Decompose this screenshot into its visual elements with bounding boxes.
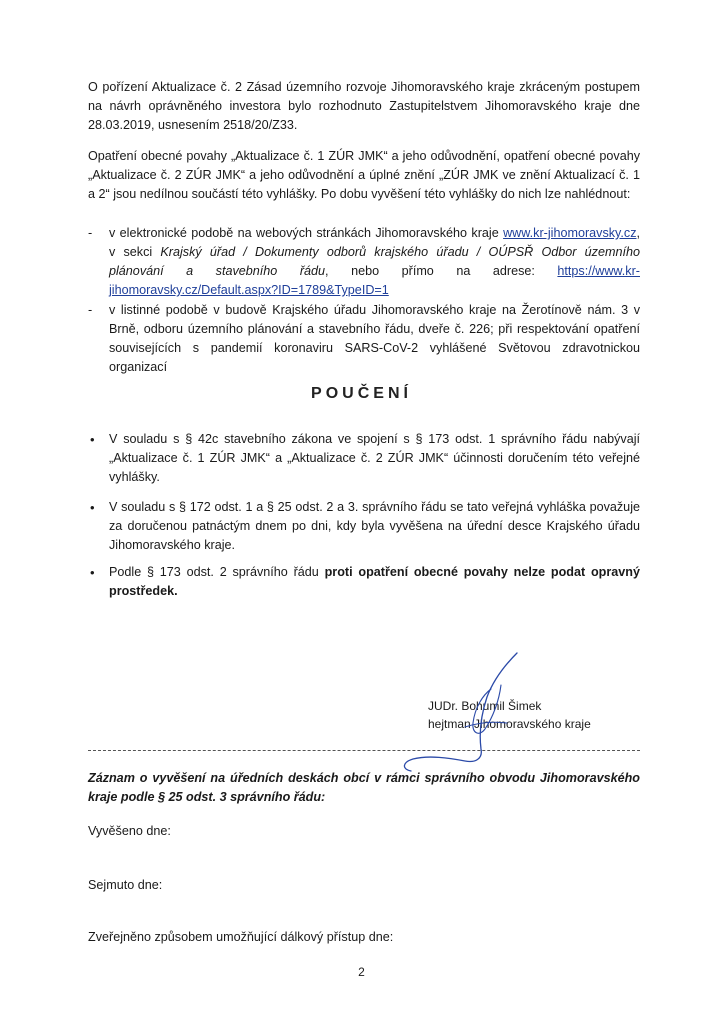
dash-item-text: v elektronické podobě na webových stránkách Jihomoravského kraje www.kr-jihomoravsky.cz, v sekci Krajský úřad / Dokumenty odborů krajského úřadu / OÚPSŘ Odbor územního plánování a stavebního řádu, nebo přímo na adrese: https://www.kr-jihomoravsky.cz/Default.aspx?ID=1789&TypeID=1: [109, 226, 640, 297]
removed-date-field: Sejmuto dne:: [88, 878, 163, 892]
bullet-item-appeal: • Podle § 173 odst. 2 správního řádu proti opatření obecné povahy nelze podat opravný prostředek.: [90, 565, 640, 598]
dash-marker: -: [88, 226, 93, 240]
bullet-icon: •: [90, 500, 95, 515]
bullet-icon: •: [90, 432, 95, 447]
dash-item-paper: [88, 301, 640, 377]
dash-item-text: v listinné podobě v budově Krajského úřadu Jihomoravského kraje na Žerotínově nám. 3 v Brně, odboru územního plánování a stavebního řádu, dveře č. 226; při respektování opatření souvisejících s pandemií koronaviru SARS-CoV-2 vyhlášené Světovou zdravotnickou organizací: [109, 303, 640, 374]
separator-line: [88, 750, 640, 751]
bullet-item-delivery: • V souladu s § 172 odst. 1 a § 25 odst. 2 a 3. správního řádu se tato veřejná vyhláška považuje za doručenou patnáctým dnem po dni, kdy byla vyvěšena na úřední desce Krajského úřadu Jihomoravského kraje.: [90, 500, 640, 552]
signatory-role: hejtman Jihomoravského kraje: [428, 717, 591, 731]
published-date-field: Zveřejněno způsobem umožňující dálkový přístup dne:: [88, 930, 394, 944]
posting-record-heading: Záznam o vyvěšení na úředních deskách obcí v rámci správního obvodu Jihomoravského kraje podle § 25 odst. 3 správního řádu:: [88, 771, 640, 804]
page-number: 2: [358, 965, 365, 979]
signatory-name: JUDr. Bohumil Šimek: [428, 699, 542, 713]
bullet-item-effect: • V souladu s § 42c stavebního zákona ve spojení s § 173 odst. 1 správního řádu nabývají „Aktualizace č. 1 ZÚR JMK“ a „Aktualizace č. 2 ZÚR JMK“ účinnosti doručením této veřejné vyhlášky.: [90, 432, 640, 484]
bullet-icon: •: [90, 565, 95, 580]
intro-paragraph: O pořízení Aktualizace č. 2 Zásad územního rozvoje Jihomoravského kraje zkráceným postupem na návrh oprávněného investora bylo rozhodnuto Zastupitelstvem Jihomoravského kraje dne 28.03.2019, usnesením 2518/20/Z33.: [88, 80, 640, 132]
kraj-website-link[interactable]: www.kr-jihomoravsky.cz: [503, 226, 637, 240]
availability-paragraph: Opatření obecné povahy „Aktualizace č. 1 ZÚR JMK“ a jeho odůvodnění, opatření obecné povahy „Aktualizace č. 2 ZÚR JMK“ a jeho odůvodnění a úplné znění „ZÚR JMK ve znění Aktualizací č. 1 a 2“ jsou nedílnou součástí této vyhlášky. Po dobu vyvěšení této vyhlášky do nich lze nahlédnout:: [88, 149, 640, 201]
posted-date-field: Vyvěšeno dne:: [88, 824, 171, 838]
dash-marker: -: [88, 303, 93, 317]
dash-item-electronic: [88, 224, 640, 300]
handwritten-signature: [395, 645, 535, 775]
section-heading: POUČENÍ: [311, 385, 412, 402]
direct-url-link[interactable]: https://www.kr-jihomoravsky.cz/Default.aspx?ID=1789&TypeID=1: [109, 264, 640, 297]
